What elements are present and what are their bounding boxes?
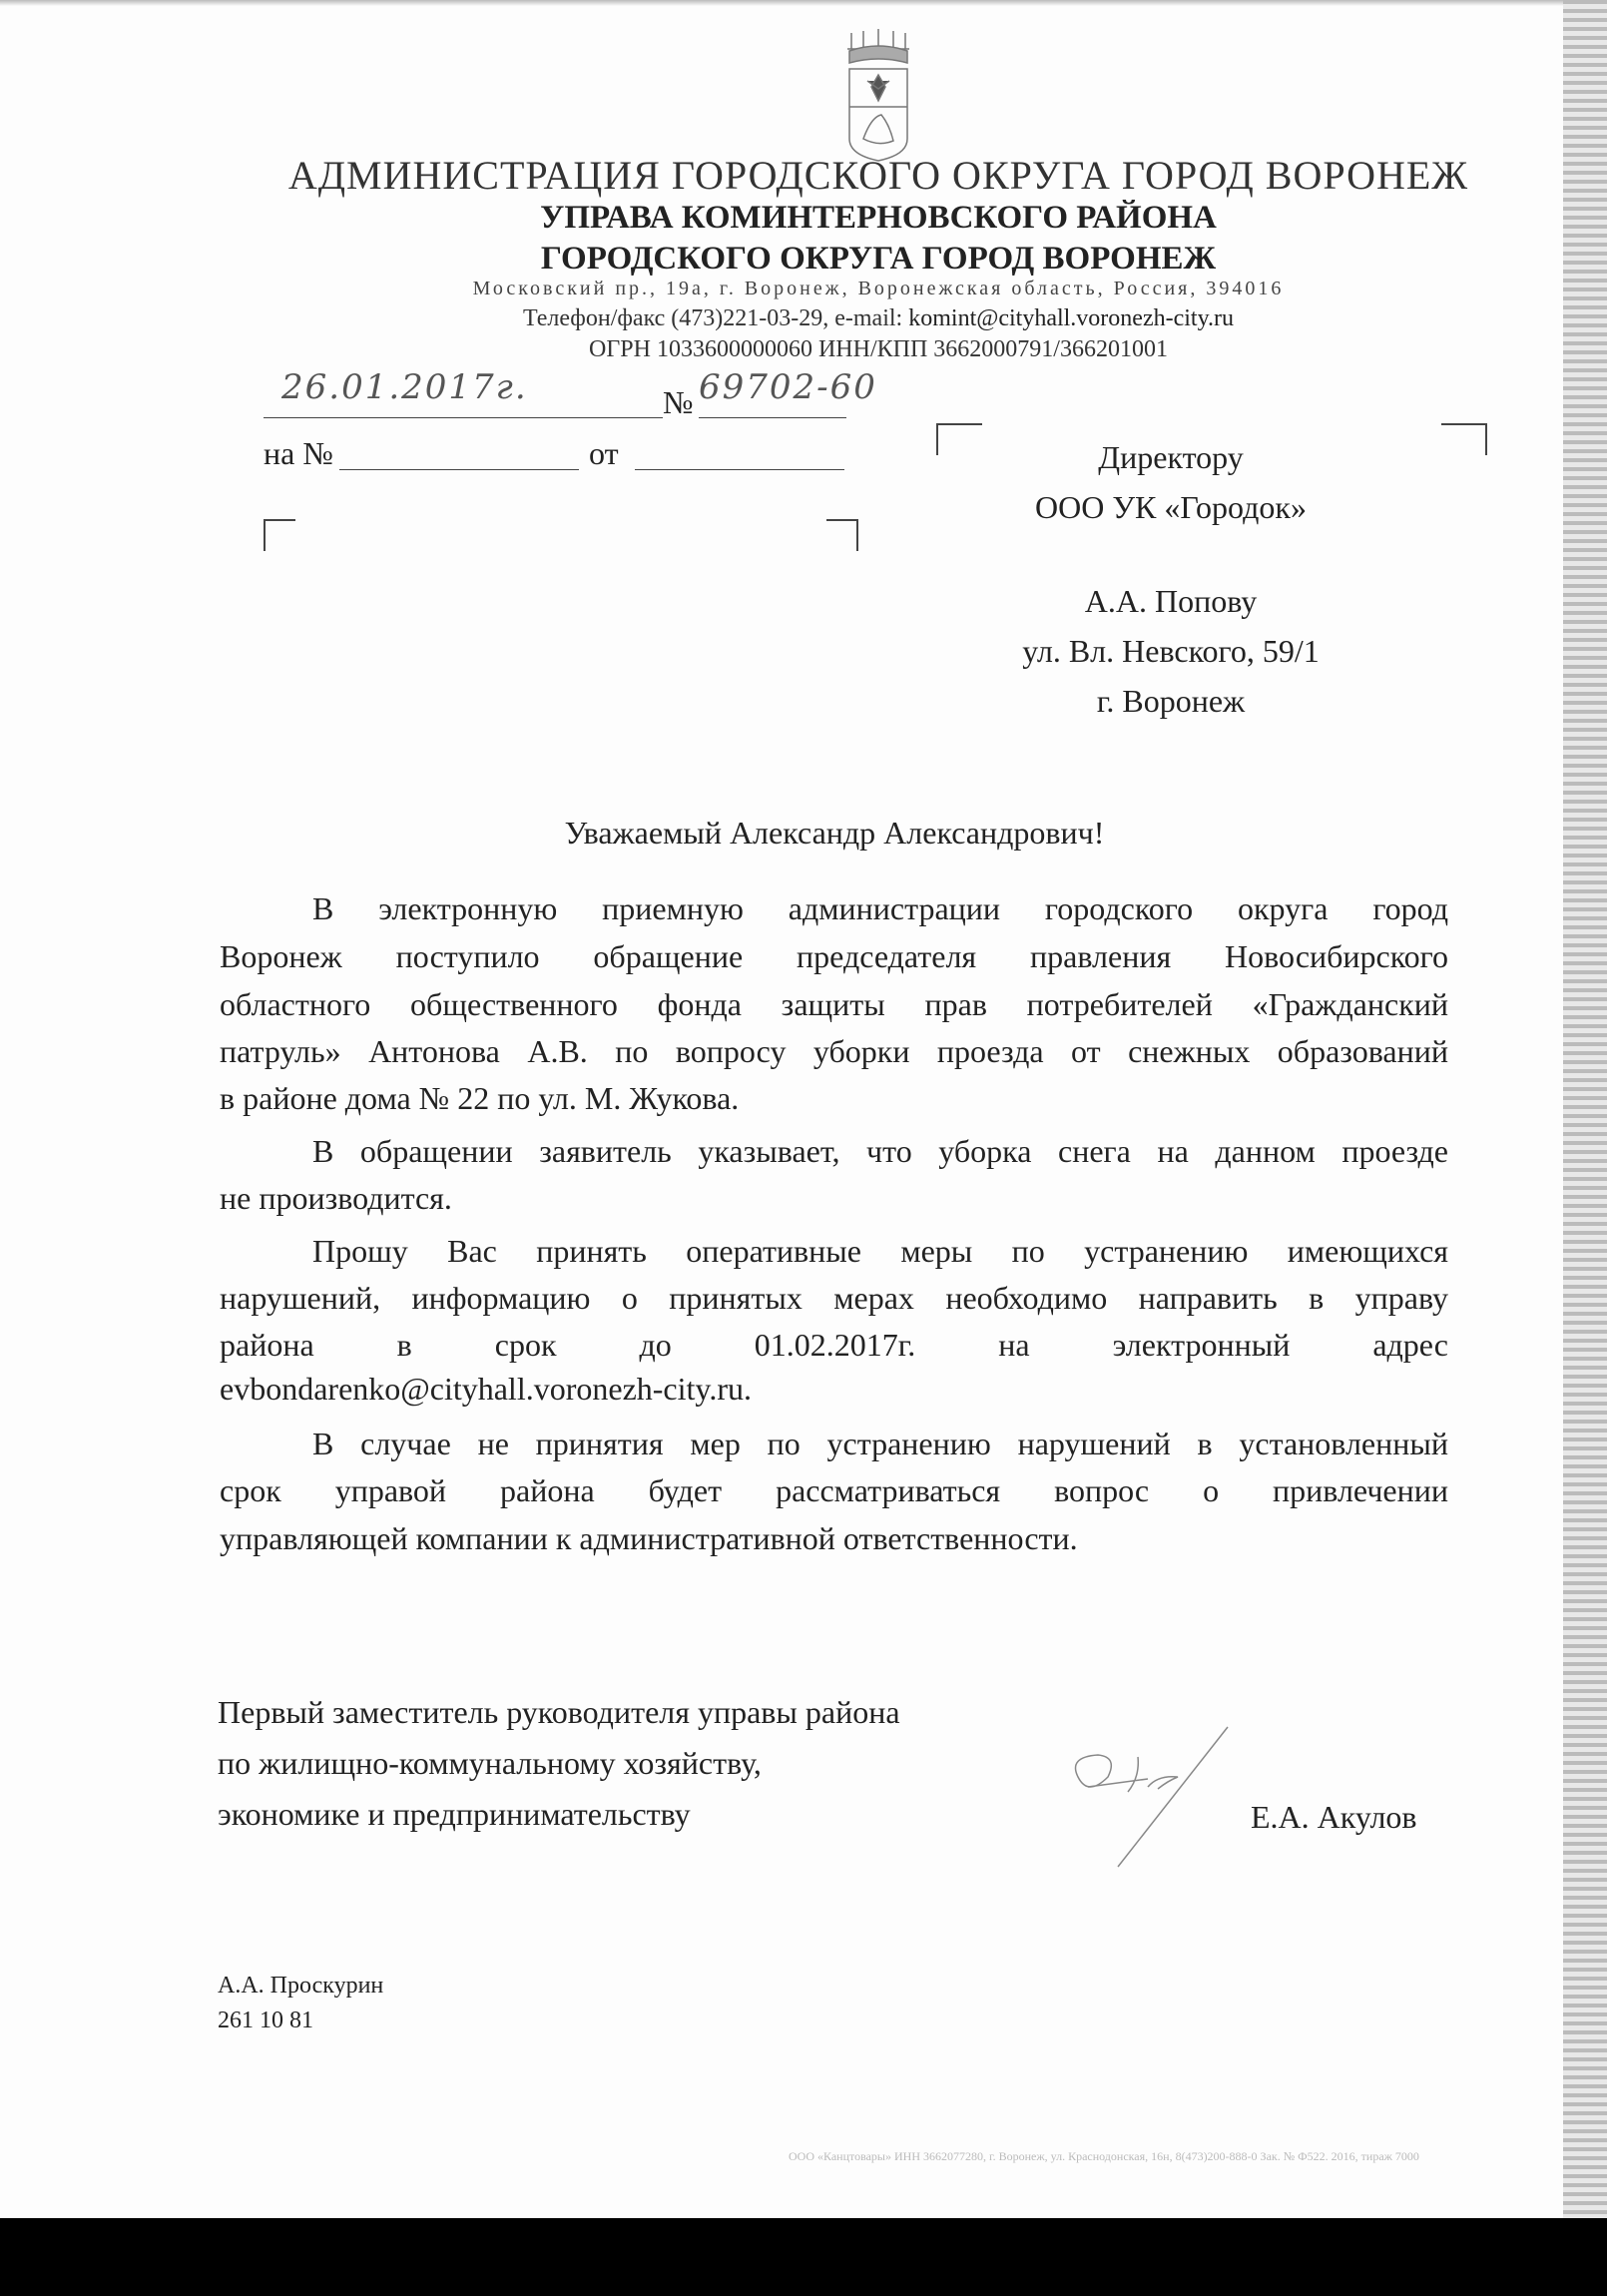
date-underline <box>264 417 663 418</box>
text-line: Воронеж поступило обращение председателя правления Новосибирского <box>220 938 1448 974</box>
signer-position-line3: экономике и предпринимательству <box>218 1796 691 1832</box>
reply-number-label: на № <box>264 435 333 471</box>
text-line: срок управой района будет рассматриваться вопрос о привлечении <box>220 1472 1448 1508</box>
text-line: управляющей компании к административной ответственности. <box>220 1520 1078 1556</box>
text-line: района в срок до 01.02.2017г. на электронный адрес <box>220 1327 1448 1363</box>
text-line: патруль» Антонова А.В. по вопросу уборки проезда от снежных образований <box>220 1033 1448 1069</box>
scan-shadow <box>0 0 1563 6</box>
addressee-city: г. Воронеж <box>1096 683 1246 719</box>
coat-of-arms-icon <box>841 29 915 163</box>
scan-edge-stripe <box>1563 0 1607 2218</box>
executor-phone: 261 10 81 <box>218 2008 313 2033</box>
phone-fax: Телефон/факс (473)221-03-29, e-mail: <box>522 305 909 331</box>
text-line <box>220 1371 1448 1408</box>
number-label: № <box>663 384 694 420</box>
text-line: областного общественного фонда защиты прав потребителей «Гражданский <box>220 986 1448 1022</box>
corner-bracket <box>1441 423 1487 455</box>
text-line: В электронную приемную администрации городского округа город <box>312 890 1448 926</box>
uprava-title-line2: ГОРОДСКОГО ОКРУГА ГОРОД ВОРОНЕЖ <box>540 241 1217 277</box>
addressee-company: ООО УК «Городок» <box>1035 489 1307 525</box>
signer-name: Е.А. Акулов <box>1251 1799 1417 1835</box>
executor-name: А.А. Проскурин <box>218 1973 384 1999</box>
signer-position-line1: Первый заместитель руководителя управы района <box>218 1694 900 1730</box>
reply-number-line <box>339 469 579 470</box>
letterhead-address: Московский пр., 19а, г. Воронеж, Воронежская область, Россия, 394016 <box>472 278 1285 299</box>
administration-title: АДМИНИСТРАЦИЯ ГОРОДСКОГО ОКРУГА ГОРОД ВОРОНЕЖ <box>287 153 1469 198</box>
signer-position-line2: по жилищно-коммунальному хозяйству, <box>218 1745 762 1781</box>
text-line: В обращении заявитель указывает, что уборка снега на данном проезде <box>312 1133 1448 1169</box>
period: . <box>743 1371 752 1407</box>
corner-bracket <box>826 519 858 551</box>
reply-email-link[interactable]: evbondarenko@cityhall.voronezh-city.ru <box>220 1371 744 1407</box>
addressee-street: ул. Вл. Невского, 59/1 <box>1022 633 1320 669</box>
handwritten-signature-icon <box>1058 1717 1278 1877</box>
corner-bracket <box>264 519 295 551</box>
text-line: нарушений, информацию о принятых мерах необходимо направить в управу <box>220 1280 1448 1316</box>
text-line: Прошу Вас принять оперативные меры по устранению имеющихся <box>312 1233 1448 1269</box>
text-line: не производится. <box>220 1180 452 1216</box>
addressee-name: А.А. Попову <box>1084 583 1258 619</box>
letterhead-contacts <box>523 305 1234 332</box>
handwritten-number: 69702-60 <box>699 367 877 407</box>
text-line: В случае не принятия мер по устранению нарушений в установленный <box>312 1426 1448 1461</box>
text-line: в районе дома № 22 по ул. М. Жукова. <box>220 1080 740 1116</box>
corner-bracket <box>936 423 982 455</box>
handwritten-date: 26.01.2017г. <box>281 367 528 407</box>
reply-from-label: от <box>589 435 619 471</box>
email-link[interactable]: komint@cityhall.voronezh-city.ru <box>908 305 1235 331</box>
number-underline <box>699 417 846 418</box>
addressee-position: Директору <box>1098 439 1244 475</box>
printer-note: ООО «Канцтовары» ИНН 3662077280, г. Воронеж, ул. Краснодонская, 16н, 8(473)200-888-0 Зак. № Ф522. 2016, тираж 7000 <box>789 2149 1419 2163</box>
reply-from-line <box>635 469 844 470</box>
letterhead-ogrn: ОГРН 1033600000060 ИНН/КПП 3662000791/366201001 <box>589 336 1168 362</box>
uprava-title-line1: УПРАВА КОМИНТЕРНОВСКОГО РАЙОНА <box>540 200 1217 236</box>
greeting: Уважаемый Александр Александрович! <box>564 815 1105 851</box>
